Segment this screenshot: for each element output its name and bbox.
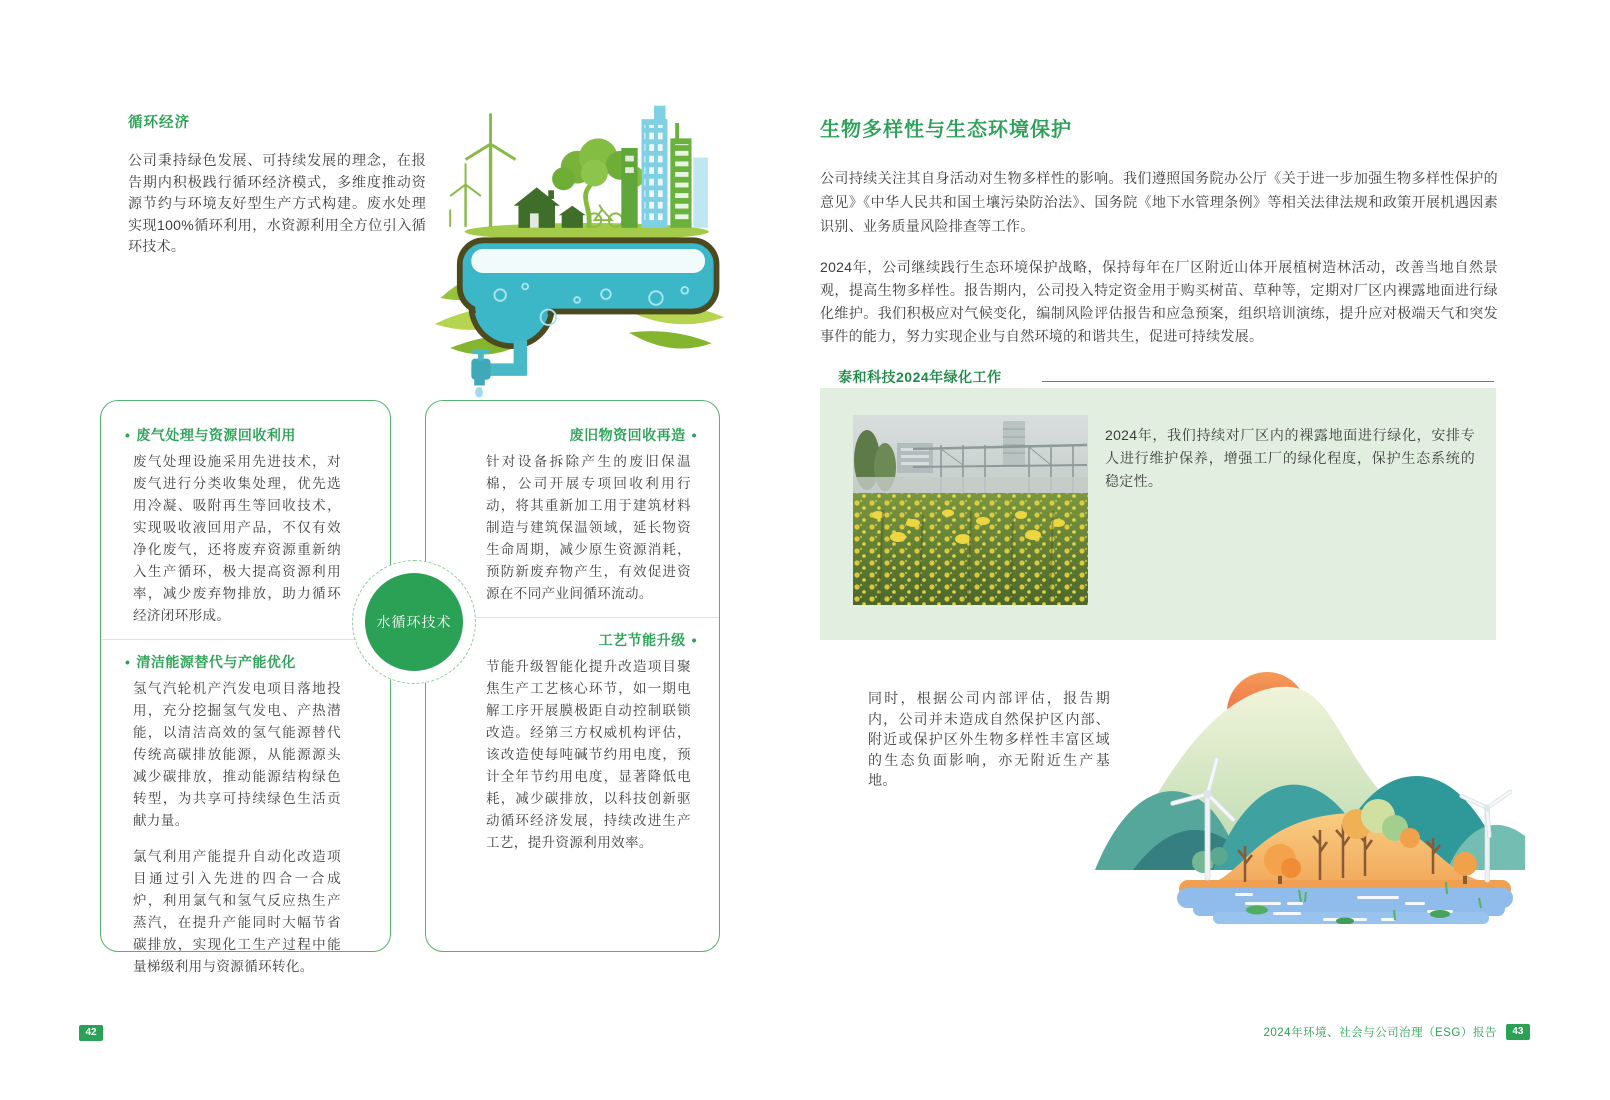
waste-gas-recycling-box [100, 400, 391, 974]
heading-text: 清洁能源替代与产能优化 [136, 654, 296, 670]
heading-text: 废气处理与资源回收利用 [136, 427, 296, 443]
bullet-icon: • [125, 427, 131, 443]
body-paragraph: 2024年，公司继续践行生态环境保护战略，保持每年在厂区附近山体开展植树造林活动，改善当地自然景观，提高生物多样性。报告期内，公司投入特定资金用于购买树苗、草种等，定期对厂区内裸露地面进行绿化维护。我们积极应对气候变化，编制风险评估报告和应急预案，组织培训演练，提升应对极端天气和突发事件的能力，努力实现企业与自然环境的和谐共生，促进可持续发展。 [820, 259, 1498, 344]
bullet-icon: • [691, 632, 697, 648]
case-box-title: 泰和科技2024年绿化工作 [838, 369, 1002, 385]
water-cycle-badge-label: 水循环技术 [365, 573, 463, 671]
greening-photo [853, 415, 1088, 605]
box-paragraph: 氢气汽轮机产汽发电项目落地投用，充分挖掘氢气发电、产热潜能，以清洁高效的氢气能源替代传统高碳排放能源，从能源源头减少碳排放，推动能源结构绿色转型，为共享可持续绿色生活贡献力量。 [133, 681, 341, 828]
material-recycling-box [425, 400, 720, 952]
bullet-icon: • [125, 654, 131, 670]
bullet-icon: • [691, 427, 697, 443]
case-box-rule [1042, 381, 1494, 382]
heading-text: 废旧物资回收再造 [569, 427, 686, 443]
closing-paragraph: 同时，根据公司内部评估，报告期内，公司并未造成自然保护区内部、附近或保护区外生物多样性丰富区域的生态负面影响，亦无附近生产基地。 [868, 690, 1110, 788]
intro-paragraph: 公司秉持绿色发展、可持续发展的理念，在报告期内积极践行循环经济模式，多维度推动资源节约与环境友好型生产方式构建。废水处理实现100%循环利用，水资源利用全方位引入循环技术。 [128, 152, 426, 254]
water-cycle-badge [352, 560, 476, 684]
wind-turbine-icon [450, 113, 515, 226]
page-title: 生物多样性与生态环境保护 [820, 119, 1072, 141]
heading-text: 工艺节能升级 [598, 632, 686, 648]
water-reservoir [460, 240, 717, 346]
page-number-badge-left: 42 [79, 1025, 103, 1041]
island-illustration [1095, 652, 1525, 924]
water-cycle-illustration [427, 98, 732, 398]
box-paragraph: 节能升级智能化提升改造项目聚焦生产工艺核心环节，如一期电解工序开展膜极距自动控制联锁改造。经第三方权威机构评估，该改造使每吨碱节约用电度，预计全年节约用电度，显著降低电耗，减少碳排放，以科技创新驱动循环经济发展，持续改进生产工艺，提升资源利用效率。 [486, 659, 691, 850]
footer-right [1264, 1024, 1531, 1040]
box-section-heading [119, 652, 390, 672]
box-section-heading [426, 425, 703, 445]
section-divider [101, 639, 390, 640]
case-box-text: 2024年，我们持续对厂区内的裸露地面进行绿化，安排专人进行维护保养，增强工厂的绿化程度，保护生态系统的稳定性。 [1105, 427, 1475, 489]
page-number-badge-right: 43 [1506, 1024, 1530, 1040]
box-paragraph: 废气处理设施采用先进技术，对废气进行分类收集处理，优先选用冷凝、吸附再生等回收技术，实现吸收液回用产品，不仅有效净化废气，还将废弃资源重新纳入生产循环，极大提高资源利用率，减少废弃物排放，助力循环经济闭环形成。 [133, 454, 341, 623]
section-label-circular-economy: 循环经济 [128, 115, 190, 131]
house-icon [514, 187, 586, 227]
body-paragraph: 公司持续关注其自身活动对生物多样性的影响。我们遵照国务院办公厅《关于进一步加强生物多样性保护的意见》《中华人民共和国土壤污染防治法》、国务院《地下水管理条例》等相关法律法规和政策开展机遇因素识别、业务质量风险排查等工作。 [820, 170, 1498, 234]
box-paragraph: 氯气利用产能提升自动化改造项目通过引入先进的四合一合成炉，利用氯气和氢气反应热生产蒸汽，在提升产能同时大幅节省碳排放，实现化工生产过程中能量梯级利用与资源循环转化。 [133, 849, 341, 974]
box-section-heading [119, 425, 390, 445]
box-paragraph: 针对设备拆除产生的废旧保温棉，公司开展专项回收利用行动，将其重新加工用于建筑材料制造与建筑保温领域，延长物资生命周期，减少原生资源消耗，预防新废弃物产生，有效促进资源在不同产业间循环流动。 [486, 454, 691, 601]
lake [1177, 882, 1513, 924]
footer-report-label: 2024年环境、社会与公司治理（ESG）报告 [1263, 1027, 1497, 1039]
city-buildings-icon [621, 106, 708, 228]
